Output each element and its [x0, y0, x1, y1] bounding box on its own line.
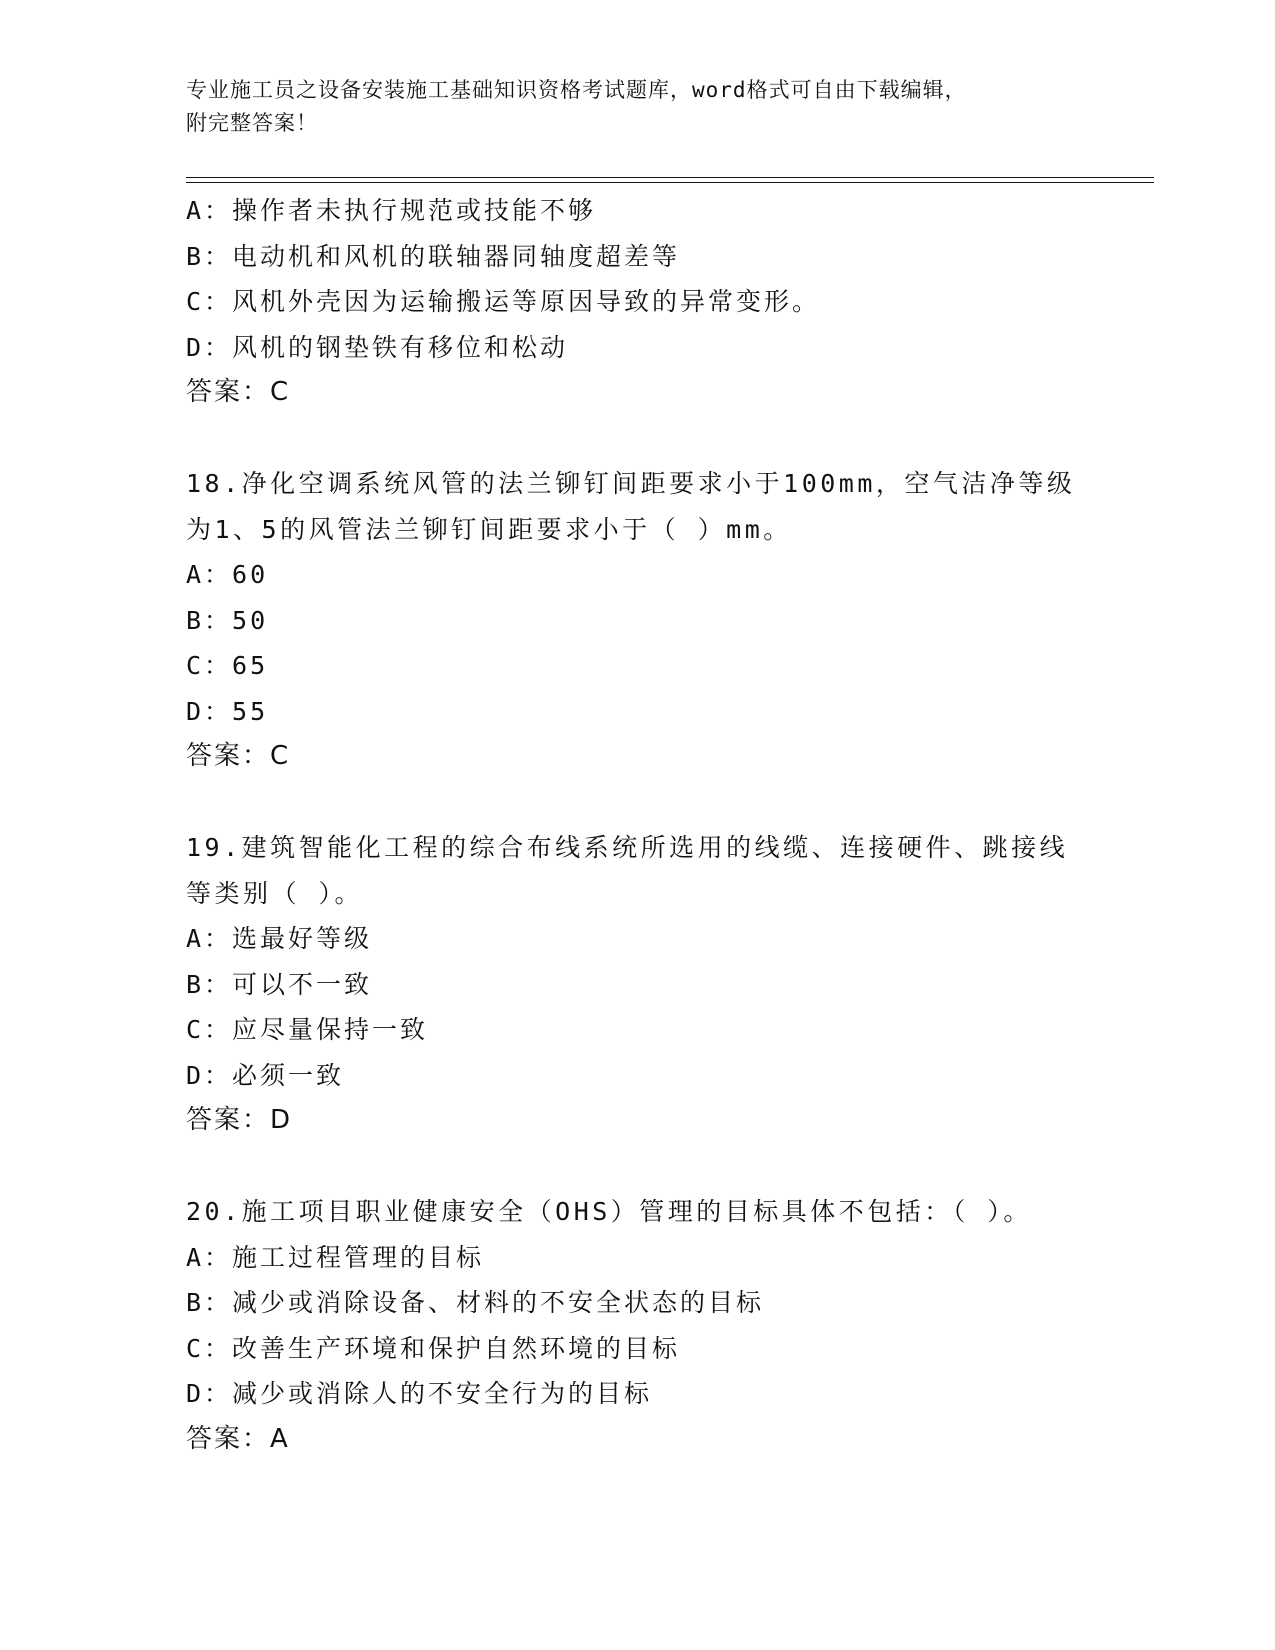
option-b: B：减少或消除设备、材料的不安全状态的目标	[186, 1288, 765, 1317]
question-spacer	[186, 416, 1086, 462]
question-20	[186, 1189, 1086, 1462]
question-spacer	[186, 780, 1086, 826]
header-rule-top	[186, 177, 1154, 178]
question-spacer	[186, 1144, 1086, 1190]
header-rule-bottom	[186, 182, 1154, 183]
question-stem-line-1: 18.净化空调系统风管的法兰铆钉间距要求小于100mm，空气洁净等级	[186, 469, 1076, 498]
question-19	[186, 825, 1086, 1144]
option-c: C：改善生产环境和保护自然环境的目标	[186, 1333, 681, 1363]
option-b: B：50	[186, 605, 269, 635]
option-c: C：风机外壳因为运输搬运等原因导致的异常变形。	[186, 287, 821, 316]
option-d: D：减少或消除人的不安全行为的目标	[186, 1379, 653, 1408]
answer: 答案：A	[186, 1423, 290, 1454]
header-line-1: 专业施工员之设备安装施工基础知识资格考试题库，word格式可自由下载编辑，	[186, 78, 967, 102]
question-stem-line-2: 等类别（ ）。	[186, 878, 364, 908]
option-b: B：可以不一致	[186, 969, 373, 999]
answer: 答案：C	[186, 741, 291, 771]
question-stem-line-1: 19.建筑智能化工程的综合布线系统所选用的线缆、连接硬件、跳接线	[186, 833, 1069, 862]
option-a: A：操作者未执行规范或技能不够	[186, 196, 597, 225]
document-header	[186, 74, 1066, 140]
question-stem-line-1: 20.施工项目职业健康安全（OHS）管理的目标具体不包括：（ ）。	[186, 1197, 1032, 1226]
question-17	[186, 188, 1086, 416]
option-d: D：必须一致	[186, 1060, 345, 1090]
option-a: A：60	[186, 560, 269, 589]
question-stem-line-2: 为1、5的风管法兰铆钉间距要求小于（ ）mm。	[186, 514, 792, 544]
answer: 答案：D	[186, 1105, 293, 1135]
option-a: A：选最好等级	[186, 924, 373, 953]
option-a: A：施工过程管理的目标	[186, 1242, 485, 1272]
option-d: D：55	[186, 696, 269, 726]
option-c: C：应尽量保持一致	[186, 1015, 429, 1044]
answer: 答案：C	[186, 377, 291, 407]
option-c: C：65	[186, 651, 269, 680]
option-d: D：风机的钢垫铁有移位和松动	[186, 332, 569, 362]
option-b: B：电动机和风机的联轴器同轴度超差等	[186, 241, 681, 271]
question-list	[186, 188, 1086, 1462]
question-18	[186, 461, 1086, 780]
header-line-2: 附完整答案！	[186, 111, 318, 135]
